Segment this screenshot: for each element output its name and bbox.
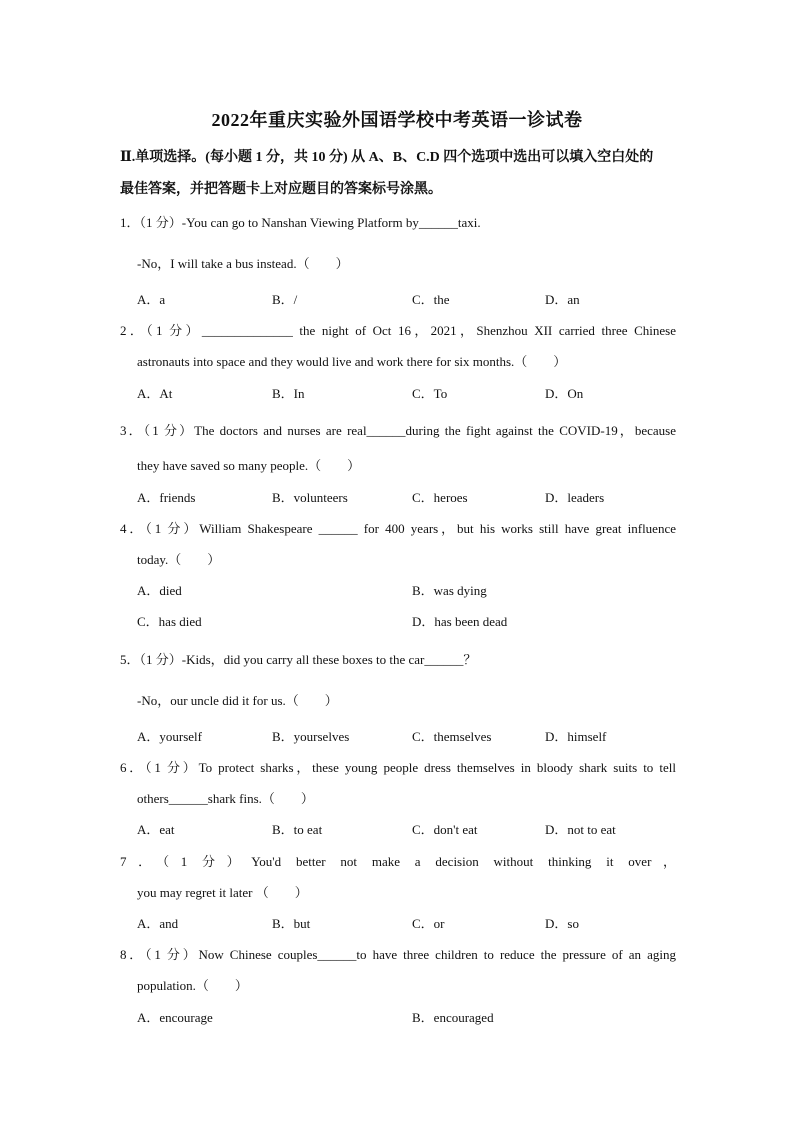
option-b: B．In: [272, 386, 305, 401]
question-1-stem: [120, 215, 676, 231]
option-b: B．was dying: [412, 583, 487, 598]
question-7-stem: [120, 854, 676, 870]
question-6-stem: [120, 760, 676, 776]
question-5-continuation: -No，our uncle did it for us.（ ）: [137, 693, 338, 708]
option-c: C．heroes: [412, 490, 468, 505]
option-a: A．encourage: [137, 1010, 213, 1025]
question-text: William Shakespeare ______ for 400 years，but his works still have great influence: [199, 521, 676, 536]
option-c: C．has died: [137, 614, 202, 629]
option-c: C．the: [412, 292, 450, 307]
option-a: A．friends: [137, 490, 196, 505]
question-number: 6．: [120, 760, 146, 775]
section-instructions-line1: Ⅱ.单项选择。(每小题 1 分，共 10 分) 从 A、B、C.D 四个选项中选出可以填入空白处的: [120, 150, 654, 165]
question-4-continuation: today.（ ）: [137, 552, 221, 567]
question-number: 8．: [120, 947, 146, 962]
question-4-options-row1: [137, 583, 677, 599]
question-2-stem: [120, 323, 676, 339]
question-8-options: [137, 1010, 677, 1026]
question-7-continuation: you may regret it later （ ）: [137, 885, 308, 900]
option-b: B．but: [272, 916, 311, 931]
question-text: To protect sharks，these young people dress themselves in bloody shark suits to tell: [198, 760, 676, 775]
question-score: （1 分）: [139, 215, 182, 230]
question-score: （1 分）: [146, 323, 202, 338]
option-a: A．a: [137, 292, 166, 307]
question-score: （1 分）: [139, 652, 182, 667]
option-d: D．so: [545, 916, 579, 931]
question-number: 2．: [120, 323, 147, 338]
question-text: The doctors and nurses are real______during the fight against the COVID-19，because: [194, 423, 676, 438]
section-instructions-line2: 最佳答案，并把答题卡上对应题目的答案标号涂黑。: [120, 182, 442, 197]
question-number: 1．: [120, 215, 140, 230]
option-d: D．has been dead: [412, 614, 508, 629]
option-a: A．At: [137, 386, 173, 401]
question-text: You'd better not make a decision without thinking it over，: [251, 854, 676, 869]
question-text: Now Chinese couples______to have three children to reduce the pressure of an aging: [198, 947, 676, 962]
option-d: D．himself: [545, 729, 607, 744]
question-6-options: [137, 822, 677, 838]
question-7-options: [137, 916, 677, 932]
question-4-stem: [120, 521, 676, 537]
question-number: 3．: [120, 423, 144, 438]
question-2-options: [137, 386, 677, 402]
option-a: A．yourself: [137, 729, 202, 744]
option-a: A．and: [137, 916, 179, 931]
question-1-continuation: -No，I will take a bus instead.（ ）: [137, 256, 349, 271]
question-6-continuation: others______shark fins.（ ）: [137, 791, 314, 806]
question-5-stem: [120, 652, 676, 668]
question-text: -You can go to Nanshan Viewing Platform by______taxi.: [181, 215, 481, 230]
option-c: C．don't eat: [412, 822, 478, 837]
option-c: C．To: [412, 386, 448, 401]
option-b: B．encouraged: [412, 1010, 494, 1025]
page-title: 2022年重庆实验外国语学校中考英语一诊试卷: [211, 110, 583, 130]
question-number: 7．: [120, 854, 163, 869]
question-5-options: [137, 729, 677, 745]
question-score: （1 分）: [143, 423, 195, 438]
question-text: -Kids，did you carry all these boxes to the car______？: [181, 652, 477, 667]
question-score: （1 分）: [145, 760, 199, 775]
option-a: A．died: [137, 583, 182, 598]
option-c: C．themselves: [412, 729, 492, 744]
option-d: D．not to eat: [545, 822, 616, 837]
option-b: B．volunteers: [272, 490, 348, 505]
option-d: D．leaders: [545, 490, 605, 505]
option-b: B．/: [272, 292, 298, 307]
option-b: B．to eat: [272, 822, 323, 837]
question-text: ______________ the night of Oct 16，2021，Shenzhou XII carried three Chinese: [201, 323, 676, 338]
option-d: D．On: [545, 386, 584, 401]
question-2-continuation: astronauts into space and they would live and work there for six months.（ ）: [137, 354, 567, 369]
question-4-options-row2: [137, 614, 677, 630]
question-3-stem: [120, 423, 676, 439]
option-d: D．an: [545, 292, 580, 307]
question-number: 5．: [120, 652, 140, 667]
option-b: B．yourselves: [272, 729, 350, 744]
question-3-options: [137, 490, 677, 506]
question-score: （1 分）: [145, 947, 199, 962]
question-score: （1 分）: [145, 521, 200, 536]
option-c: C．or: [412, 916, 445, 931]
question-score: （1 分）: [162, 854, 252, 869]
question-number: 4．: [120, 521, 146, 536]
option-a: A．eat: [137, 822, 175, 837]
question-1-options: [137, 292, 677, 308]
question-8-stem: [120, 947, 676, 963]
question-8-continuation: population.（ ）: [137, 978, 248, 993]
question-3-continuation: they have saved so many people.（ ）: [137, 458, 361, 473]
